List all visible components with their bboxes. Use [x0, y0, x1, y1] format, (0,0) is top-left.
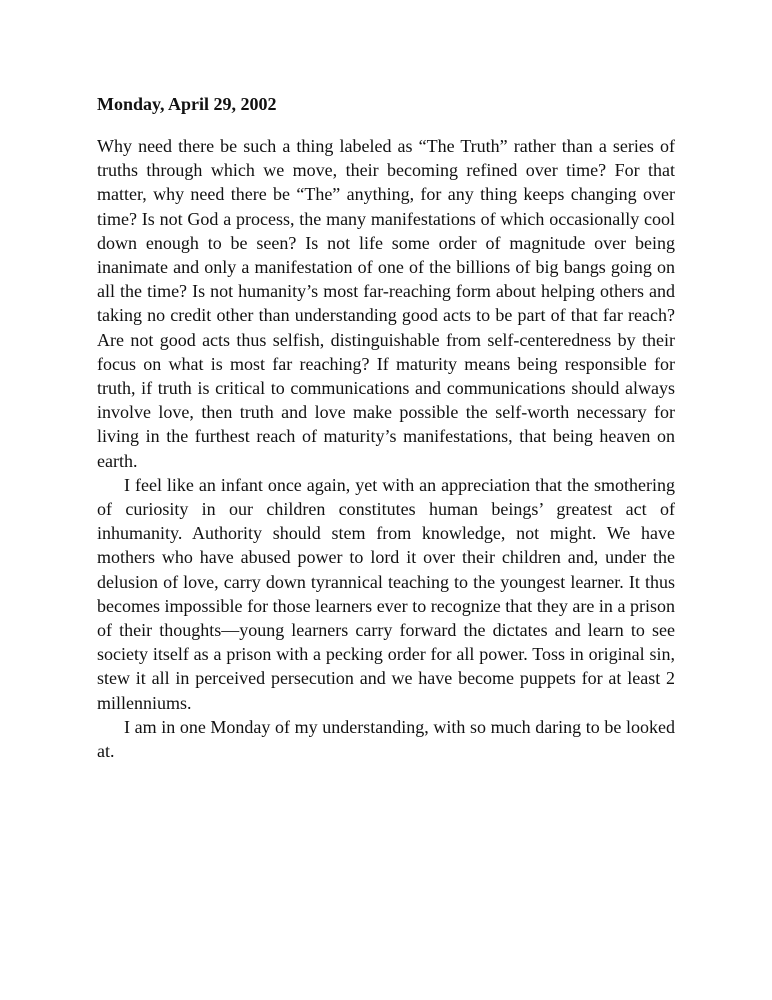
paragraph-3: I am in one Monday of my understanding, with so much daring to be looked at.: [97, 716, 675, 762]
journal-page: [97, 92, 675, 763]
entry-date-heading: Monday, April 29, 2002: [97, 94, 277, 114]
paragraph-2: I feel like an infant once again, yet with an appreciation that the smothering of curiosity in our children constitutes human beings’ greatest act of inhumanity. Authority should stem from knowledge, not might. We have mothers who have abused power to lord it over their children and, under the delusion of love, carry down tyrannical teaching to the youngest learner. It thus becomes impossible for those learners ever to recognize that they are in a prison of their thoughts—young learners carry forward the dictates and learn to see society itself as a prison with a pecking order for all power. Toss in original sin, stew it all in perceived persecution and we have become puppets for at least 2 millenniums.: [97, 474, 675, 713]
paragraph-1: Why need there be such a thing labeled as “The Truth” rather than a series of truths through which we move, their becoming refined over time? For that matter, why need there be “The” anything, for any thing keeps changing over time? Is not God a process, the many manifestations of which occasionally cool down enough to be seen? Is not life some order of magnitude over being inanimate and only a manifestation of one of the billions of big bangs going on all the time? Is not humanity’s most far-reaching form about helping others and taking no credit other than understanding good acts to be part of that far reach? Are not good acts thus selfish, distinguishable from self-centeredness by their focus on what is most far reaching? If maturity means being responsible for truth, if truth is critical to communications and communications should always involve love, then truth and love make possible the self-worth necessary for living in the furthest reach of maturity’s manifestations, that being heaven on earth.: [97, 136, 675, 471]
